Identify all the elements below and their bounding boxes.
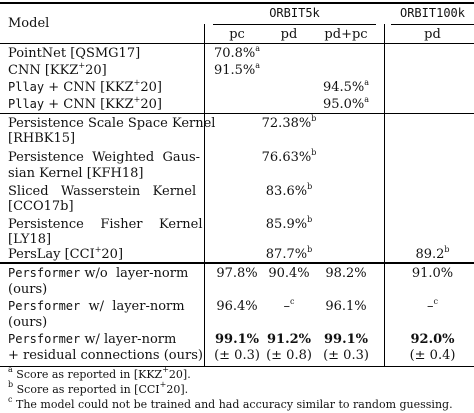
group-rule-orbit100k	[391, 24, 474, 25]
row-perslay-pd100k: 89.2$^b$	[415, 244, 450, 262]
header-pd: pd	[280, 27, 298, 42]
header-pd-pc: pd+pc	[324, 27, 368, 42]
top-rule	[0, 2, 474, 4]
row-persformer-res-pd100k: 92.0%	[410, 332, 455, 347]
row-persformer-res-pd-sd: (± 0.8)	[266, 348, 312, 363]
column-separator-groups	[384, 24, 385, 366]
row-persformer-res-pd: 91.2%	[266, 332, 311, 347]
row-persformer-noln-model-line1: Persformer w/o layer-norm	[8, 266, 189, 281]
row-pointnet-pc: 70.8%$^a$	[213, 43, 261, 61]
section-rule-2	[0, 262, 474, 264]
row-persformer-res-model-line1: Persformer w/ layer-norm	[8, 332, 177, 347]
row-persformer-noln-pd: 90.4%	[268, 266, 310, 281]
row-perslay-pd: 87.7%$^b$	[265, 244, 313, 262]
row-persformer-ln-model-line1: Persformer w/ layer-norm	[8, 299, 185, 314]
row-pllay-model: Pllay + CNN [KKZ+20]	[8, 77, 162, 95]
row-persformer-ln-pd: –$^c$	[283, 296, 295, 314]
row-persformer-res-pc: 99.1%	[214, 332, 259, 347]
row-pwgk-model-line2: sian Kernel [KFH18]	[8, 166, 144, 181]
header-rule	[0, 43, 474, 44]
row-persformer-res-pd100k-sd: (± 0.4)	[409, 348, 456, 363]
row-cnn-model: CNN [KKZ+20]	[8, 60, 107, 78]
column-separator-model	[204, 24, 205, 366]
footnote-a: $^a$ Score as reported in [KKZ+20].	[8, 365, 191, 381]
header-orbit5k: ORBIT5k	[269, 6, 320, 20]
header-orbit100k: ORBIT100k	[399, 6, 466, 20]
row-pfk-model-line2: [LY18]	[8, 232, 52, 247]
row-cnn-pc: 91.5%$^a$	[213, 60, 261, 78]
row-persformer-res-model-line2: + residual connections (ours)	[8, 348, 203, 363]
row-pointnet-model: PointNet [QSMG17]	[8, 46, 141, 61]
row-pfk-pd: 85.9%$^b$	[265, 214, 313, 232]
row-pllay-pdpc: 94.5%$^a$	[322, 77, 370, 95]
row-pssk-model-line2: [RHBK15]	[8, 131, 76, 146]
row-persformer-noln-pc: 97.8%	[216, 266, 258, 281]
row-persformer-res-pc-sd: (± 0.3)	[214, 348, 260, 363]
row-pwgk-model-line1: Persistence Weighted Gaus-	[8, 150, 201, 165]
bottom-rule	[0, 366, 474, 367]
row-persformer-noln-pdpc: 98.2%	[325, 266, 367, 281]
footnote-c: $^c$ The model could not be trained and had accuracy similar to random guessing.	[8, 395, 453, 411]
header-pc: pc	[229, 27, 245, 42]
row-pllay2-model: Pllay + CNN [KKZ+20]	[8, 94, 162, 112]
row-persformer-noln-pd100k: 91.0%	[411, 266, 454, 281]
group-rule-orbit5k	[213, 24, 376, 25]
row-pfk-model-line1: Persistence Fisher Kernel	[8, 217, 203, 232]
row-persformer-noln-model-line2: (ours)	[8, 282, 48, 297]
header-model: Model	[8, 16, 50, 31]
row-persformer-res-pdpc-sd: (± 0.3)	[323, 348, 369, 363]
row-persformer-ln-pd100k: –$^c$	[427, 296, 438, 314]
section-rule-1	[0, 113, 474, 114]
row-persformer-ln-model-line2: (ours)	[8, 315, 48, 330]
row-persformer-ln-pc: 96.4%	[216, 299, 258, 314]
row-perslay-model: PersLay [CCI+20]	[8, 244, 124, 262]
row-pllay2-pdpc: 95.0%$^a$	[322, 94, 370, 112]
row-pwgk-pd: 76.63%$^b$	[261, 147, 317, 165]
row-persformer-res-pdpc: 99.1%	[323, 332, 368, 347]
row-swk-model-line2: [CCO17b]	[8, 199, 74, 214]
row-pssk-model-line1: Persistence Scale Space Kernel	[8, 116, 216, 131]
row-swk-model-line1: Sliced Wasserstein Kernel	[8, 184, 197, 199]
footnote-b: $^b$ Score as reported in [CCI+20].	[8, 380, 189, 396]
row-swk-pd: 83.6%$^b$	[265, 181, 313, 199]
row-pssk-pd: 72.38%$^b$	[261, 113, 317, 131]
row-persformer-ln-pdpc: 96.1%	[325, 299, 367, 314]
header-pd-100k: pd	[424, 27, 441, 42]
